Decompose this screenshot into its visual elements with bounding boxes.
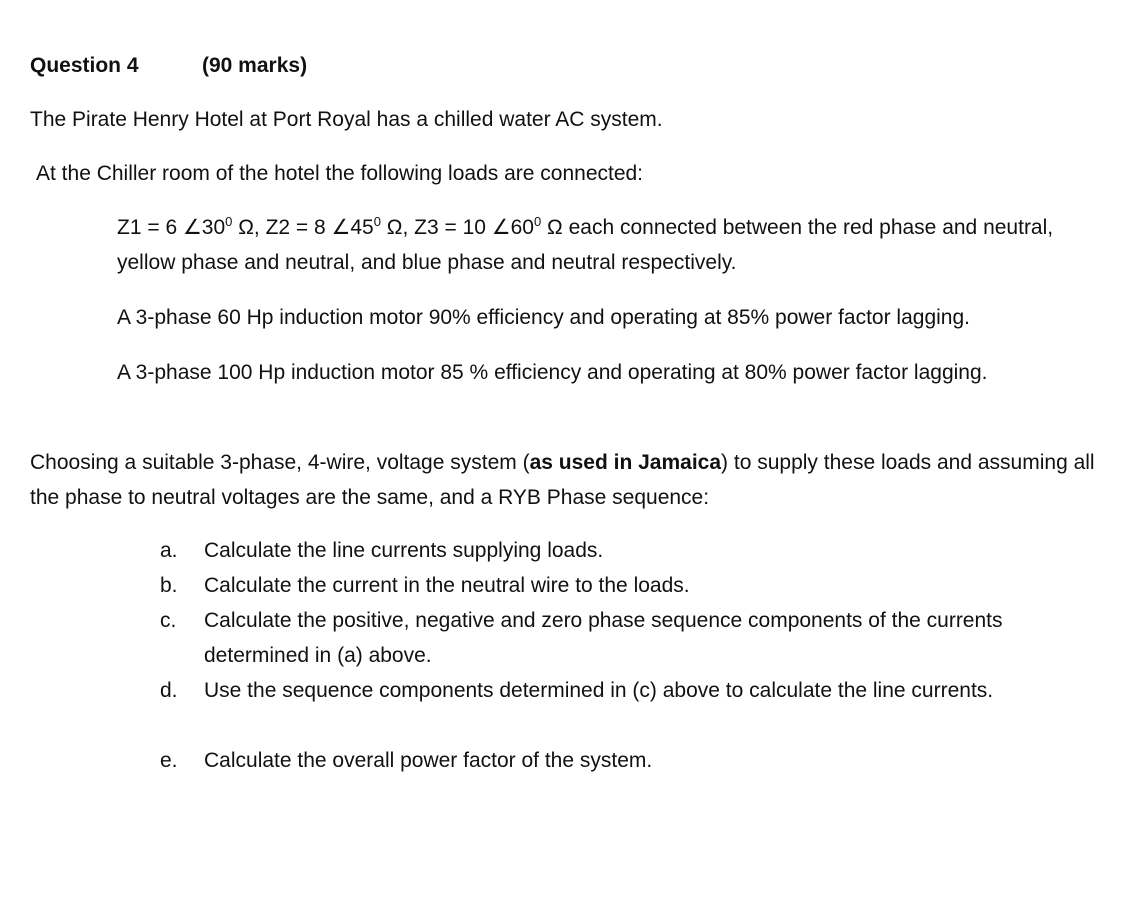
question-title: Question 4 [30, 54, 139, 77]
motor-100hp: A 3-phase 100 Hp induction motor 85 % efficiency and operating at 80% power factor lagging. [117, 361, 988, 384]
task-text: Calculate the positive, negative and zero phase sequence components of the currents determined in (a) above. [204, 609, 1003, 667]
z2-unit: Ω, [380, 216, 415, 239]
impedance-loads [117, 210, 1117, 280]
z1-degree: 0 [225, 214, 233, 229]
z3-degree: 0 [533, 214, 542, 229]
z3-value: Z3 = 10 ∠60 [414, 216, 534, 239]
task-letter: c. [160, 609, 177, 632]
z2-degree: 0 [373, 214, 381, 229]
z2-value: Z2 = 8 ∠45 [265, 216, 374, 239]
z3-description: Ω each connected between the red phase and neutral, yellow phase and neutral, and blue phase and neutral respectively. [117, 216, 1054, 274]
question-marks: (90 marks) [202, 54, 308, 77]
condition-text-before: Choosing a suitable 3-phase, 4-wire, voltage system ( [30, 451, 530, 474]
z1-unit: Ω, [232, 216, 266, 239]
condition-bold-text: as used in Jamaica [529, 451, 722, 474]
condition-text-after: ) to supply these loads and assuming all the phase to neutral voltages are the same, and a RYB Phase sequence: [30, 451, 1095, 509]
task-text: Calculate the current in the neutral wire to the loads. [204, 574, 690, 597]
task-text: Calculate the line currents supplying loads. [204, 539, 604, 562]
supply-condition-paragraph [30, 445, 1115, 515]
task-text: Calculate the overall power factor of the system. [204, 749, 653, 772]
task-letter: b. [160, 574, 178, 597]
z1-value: Z1 = 6 ∠30 [117, 216, 226, 239]
loads-intro-paragraph: At the Chiller room of the hotel the following loads are connected: [36, 162, 644, 185]
task-letter: a. [160, 539, 178, 562]
task-letter: d. [160, 679, 178, 702]
motor-60hp: A 3-phase 60 Hp induction motor 90% efficiency and operating at 85% power factor lagging. [117, 306, 970, 329]
task-text: Use the sequence components determined in (c) above to calculate the line currents. [204, 679, 994, 702]
task-letter: e. [160, 749, 178, 772]
question-heading [30, 48, 308, 83]
intro-paragraph: The Pirate Henry Hotel at Port Royal has a chilled water AC system. [30, 108, 663, 131]
